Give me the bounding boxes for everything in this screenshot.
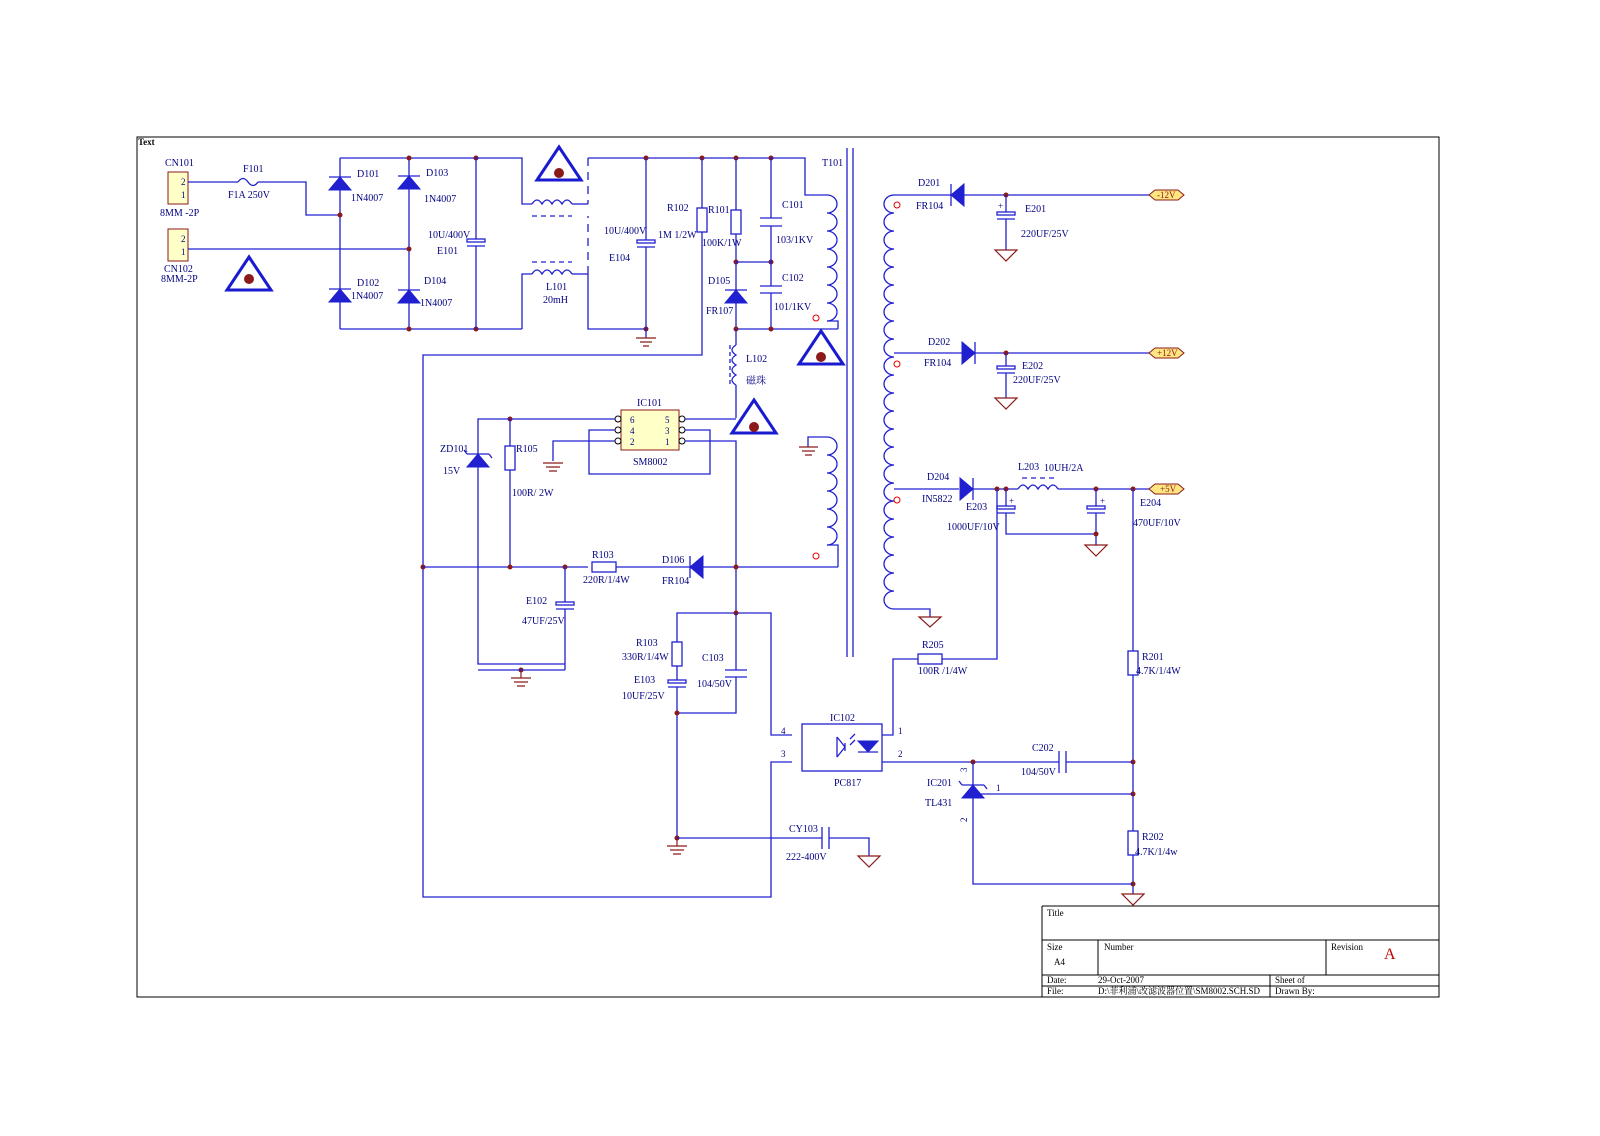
- svg-text:+5V: +5V: [1160, 484, 1177, 494]
- inductor-l102: [730, 329, 767, 418]
- svg-text:R103: R103: [592, 550, 614, 561]
- ground-icon: [511, 670, 531, 686]
- ground-icon: [667, 838, 687, 854]
- svg-text:FR104: FR104: [916, 201, 944, 212]
- svg-text:R105: R105: [516, 444, 538, 455]
- svg-text:100R/ 2W: 100R/ 2W: [512, 488, 554, 499]
- svg-text:E102: E102: [526, 596, 548, 607]
- svg-text:IC101: IC101: [637, 398, 662, 409]
- svg-text:ZD101: ZD101: [440, 444, 469, 455]
- diode-d102: [329, 278, 383, 302]
- ground-icon: [1122, 894, 1144, 905]
- cn102-ref: CN102: [164, 264, 193, 275]
- svg-text:IC201: IC201: [927, 778, 952, 789]
- cn101-value: 8MM -2P: [160, 208, 200, 219]
- svg-text:-12V: -12V: [1157, 190, 1176, 200]
- svg-text:CY103: CY103: [789, 824, 818, 835]
- svg-text:R101: R101: [708, 205, 730, 216]
- revision-value: A: [1384, 946, 1396, 963]
- connector-cn101: [160, 158, 200, 219]
- svg-text:E202: E202: [1022, 361, 1044, 372]
- connector-cn102: [161, 229, 198, 285]
- svg-text:E201: E201: [1025, 204, 1047, 215]
- svg-text:220R/1/4W: 220R/1/4W: [583, 575, 630, 586]
- svg-text:T101: T101: [822, 158, 844, 169]
- number-label: Number: [1104, 942, 1134, 952]
- svg-text:47UF/25V: 47UF/25V: [522, 616, 565, 627]
- svg-text:L203: L203: [1018, 462, 1040, 473]
- svg-text:2: 2: [959, 817, 969, 822]
- optocoupler-ic102: [781, 713, 903, 789]
- resistor-r202: [1128, 831, 1178, 894]
- svg-text:20mH: 20mH: [543, 295, 568, 306]
- capacitor-e201: [997, 195, 1070, 250]
- capacitor-c102: [760, 262, 812, 329]
- ground-icon: [543, 463, 563, 471]
- svg-text:1: 1: [665, 437, 670, 447]
- wire-ic101-pin2: [553, 441, 615, 461]
- capacitor-c202: [973, 743, 1133, 778]
- svg-text:2: 2: [898, 749, 903, 759]
- svg-text:E104: E104: [609, 253, 631, 264]
- diode-d101: [329, 169, 383, 204]
- port-pos12v: [1149, 348, 1184, 358]
- svg-text:1M 1/2W: 1M 1/2W: [658, 230, 697, 241]
- wire-hv-return: [588, 274, 646, 329]
- svg-text:5: 5: [665, 415, 670, 425]
- ground-icon: [995, 398, 1017, 409]
- capacitor-e204: [1087, 489, 1182, 545]
- svg-text:C202: C202: [1032, 743, 1054, 754]
- resistor-r103-b: [622, 638, 682, 680]
- svg-text:SM8002: SM8002: [633, 457, 668, 468]
- svg-text:15V: 15V: [443, 466, 461, 477]
- svg-text:2: 2: [181, 234, 186, 244]
- svg-text:1000UF/10V: 1000UF/10V: [947, 522, 1000, 533]
- file-label: File:: [1047, 986, 1064, 996]
- capacitor-e103: [622, 675, 686, 838]
- svg-text:100R /1/4W: 100R /1/4W: [918, 666, 968, 677]
- svg-text:+: +: [1009, 496, 1015, 506]
- svg-text:470UF/10V: 470UF/10V: [1133, 518, 1181, 529]
- svg-text:E103: E103: [634, 675, 656, 686]
- ic-ic101: [615, 398, 685, 468]
- svg-text:1: 1: [898, 726, 903, 736]
- diode-d106: [662, 555, 838, 587]
- svg-text:103/1KV: 103/1KV: [776, 235, 814, 246]
- svg-text:2: 2: [630, 437, 635, 447]
- svg-text:L101: L101: [546, 282, 568, 293]
- cn102-value: 8MM-2P: [161, 274, 198, 285]
- resistor-r101: [702, 158, 742, 262]
- regulator-ic201: [925, 762, 1133, 884]
- svg-text:D103: D103: [426, 168, 449, 179]
- wire-opto-anode: [882, 659, 918, 735]
- svg-text:D106: D106: [662, 555, 685, 566]
- svg-text:C101: C101: [782, 200, 804, 211]
- svg-text:330R/1/4W: 330R/1/4W: [622, 652, 669, 663]
- svg-text:IC102: IC102: [830, 713, 855, 724]
- svg-text:1: 1: [996, 783, 1001, 793]
- svg-text:磁珠: 磁珠: [746, 376, 766, 387]
- capacitor-c103: [677, 613, 747, 713]
- svg-text:F101: F101: [243, 164, 264, 175]
- svg-text:PC817: PC817: [834, 778, 862, 789]
- svg-text:C103: C103: [702, 653, 724, 664]
- svg-text:FR104: FR104: [924, 358, 952, 369]
- port-pos5v: [1149, 484, 1184, 494]
- svg-text:+: +: [998, 201, 1004, 211]
- zener-zd101: [440, 419, 565, 664]
- capacitor-cy103: [677, 824, 869, 863]
- svg-text:3: 3: [665, 426, 670, 436]
- date-label: Date:: [1047, 975, 1067, 985]
- svg-text:1N4007: 1N4007: [424, 194, 457, 205]
- svg-text:10U/400V: 10U/400V: [428, 230, 471, 241]
- svg-text:101/1KV: 101/1KV: [774, 302, 812, 313]
- svg-text:4: 4: [781, 726, 786, 736]
- svg-text:L102: L102: [746, 354, 768, 365]
- ground-icon: [858, 856, 880, 867]
- svg-text:4: 4: [630, 426, 635, 436]
- capacitor-e102: [522, 567, 574, 670]
- svg-text:+: +: [1100, 496, 1106, 506]
- svg-text:D202: D202: [928, 337, 951, 348]
- ground-icon: [995, 250, 1017, 261]
- inductor-l203: [1018, 462, 1155, 489]
- sheet-label: Sheet of: [1275, 975, 1305, 985]
- port-neg12v: [1149, 190, 1184, 200]
- svg-text:1: 1: [181, 247, 186, 257]
- diode-d104: [398, 276, 452, 309]
- ground-icon: [636, 338, 656, 346]
- svg-text:+12V: +12V: [1157, 348, 1178, 358]
- size-value: A4: [1054, 957, 1065, 967]
- ground-icon: [919, 617, 941, 627]
- svg-text:E204: E204: [1140, 498, 1162, 509]
- svg-text:1N4007: 1N4007: [351, 193, 384, 204]
- capacitor-e104: [604, 158, 655, 338]
- warning-triangle-icon: [732, 400, 776, 433]
- svg-text:10U/400V: 10U/400V: [604, 226, 647, 237]
- svg-text:E203: E203: [966, 502, 988, 513]
- svg-text:3: 3: [959, 767, 969, 772]
- svg-text:F1A 250V: F1A 250V: [228, 190, 270, 201]
- svg-text:D204: D204: [927, 472, 950, 483]
- svg-text:C102: C102: [782, 273, 804, 284]
- svg-text:R205: R205: [922, 640, 944, 651]
- svg-text:10UF/25V: 10UF/25V: [622, 691, 665, 702]
- svg-text:6: 6: [630, 415, 635, 425]
- svg-text:104/50V: 104/50V: [1021, 767, 1056, 778]
- svg-text:4.7K/1/4W: 4.7K/1/4W: [1136, 666, 1181, 677]
- svg-text:10UH/2A: 10UH/2A: [1044, 463, 1084, 474]
- svg-text:FR104: FR104: [662, 576, 690, 587]
- svg-text:R103: R103: [636, 638, 658, 649]
- diode-d105: [706, 262, 747, 329]
- transformer-t101: [771, 148, 971, 657]
- svg-text:TL431: TL431: [925, 798, 953, 809]
- ground-icon: [1085, 545, 1107, 556]
- file-value: D:\菲利浦\改滤波器位置\SM8002.SCH.SD: [1098, 986, 1261, 996]
- svg-text:4.7K/1/4w: 4.7K/1/4w: [1135, 847, 1178, 858]
- svg-text:D105: D105: [708, 276, 731, 287]
- wire-opto-feed: [677, 613, 792, 735]
- svg-text:R201: R201: [1142, 652, 1164, 663]
- revision-label: Revision: [1331, 942, 1364, 952]
- warning-triangle-icon: [537, 147, 581, 180]
- svg-text:104/50V: 104/50V: [697, 679, 732, 690]
- capacitor-c101: [760, 158, 814, 262]
- diode-d103: [398, 168, 456, 205]
- ground-icon: [799, 447, 818, 455]
- title-label: Title: [1047, 908, 1064, 918]
- fuse-f101: [188, 164, 340, 215]
- warning-triangle-icon: [227, 257, 271, 290]
- svg-text:E101: E101: [437, 246, 459, 257]
- resistor-r105: [505, 419, 554, 567]
- corner-text: Text: [138, 137, 155, 147]
- svg-text:220UF/25V: 220UF/25V: [1013, 375, 1061, 386]
- inductor-l101: [476, 158, 588, 329]
- svg-text:D102: D102: [357, 278, 380, 289]
- cn101-ref: CN101: [165, 158, 194, 169]
- svg-text:220UF/25V: 220UF/25V: [1021, 229, 1069, 240]
- title-block: [1042, 906, 1439, 997]
- capacitor-e202: [997, 353, 1062, 398]
- svg-text:D201: D201: [918, 178, 941, 189]
- svg-text:R102: R102: [667, 203, 689, 214]
- svg-text:D101: D101: [357, 169, 380, 180]
- svg-text:100K/1W: 100K/1W: [702, 238, 742, 249]
- svg-text:1N4007: 1N4007: [351, 291, 384, 302]
- svg-text:1N4007: 1N4007: [420, 298, 453, 309]
- svg-text:R202: R202: [1142, 832, 1164, 843]
- resistor-r201: [1128, 651, 1181, 831]
- svg-text:IN5822: IN5822: [922, 494, 953, 505]
- svg-text:2: 2: [181, 177, 186, 187]
- svg-text:3: 3: [781, 749, 786, 759]
- svg-text:222-400V: 222-400V: [786, 852, 827, 863]
- svg-text:D104: D104: [424, 276, 447, 287]
- size-label: Size: [1047, 942, 1063, 952]
- drawn-by-label: Drawn By:: [1275, 986, 1315, 996]
- svg-text:1: 1: [181, 190, 186, 200]
- warning-triangle-icon: [799, 331, 843, 364]
- capacitor-e203: [947, 489, 1096, 534]
- date-value: 29-Oct-2007: [1098, 975, 1144, 985]
- svg-text:FR107: FR107: [706, 306, 734, 317]
